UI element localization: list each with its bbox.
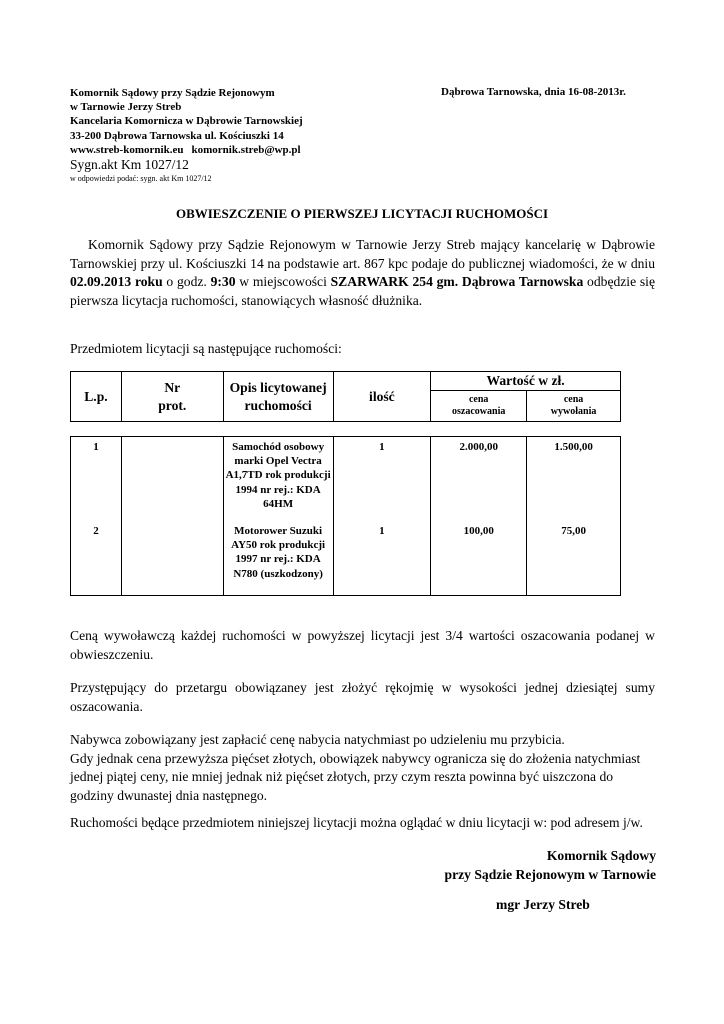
row1-cena-oszacowania: 2.000,00 [459, 441, 498, 453]
payment-line-1: Nabywca zobowiązany jest zapłacić cenę nabycia natychmiast po udzieleniu mu przybicia. [70, 732, 565, 747]
sender-line-1: Komornik Sądowy przy Sądzie Rejonowym [70, 87, 275, 99]
intro-text-1: Komornik Sądowy przy Sądzie Rejonowym w Tarnowie Jerzy Streb mający kancelarię w Dąbrowie Tarnowskiej przy ul. Kościuszki 14 na podstawie art. 867 kpc podaje do publicznej wiadomości, że w dniu [70, 237, 655, 271]
row2-opis-line2: AY50 rok produkcji [231, 539, 326, 552]
header-cena-oszacowania [431, 391, 527, 422]
row2-opis-line3: 1997 nr rej.: KDA [235, 553, 321, 566]
website-link[interactable]: www.streb-komornik.eu [70, 143, 184, 156]
col-cena-wywolania [527, 437, 621, 596]
items-table-body [70, 436, 621, 596]
document-date: Dąbrowa Tarnowska, dnia 16-08-2013r. [441, 86, 626, 98]
intro-text-3: w miejscowości [235, 274, 331, 289]
email-link[interactable]: komornik.streb@wp.pl [191, 143, 301, 156]
row1-opis-line2: marki Opel Vectra [234, 455, 322, 468]
header-nr [121, 372, 223, 422]
col-opis [223, 437, 333, 596]
header-cena-osz-line1: cena [468, 394, 489, 406]
auction-date: 02.09.2013 roku [70, 274, 163, 289]
sender-address: 33-200 Dąbrowa Tarnowska ul. Kościuszki 14 [70, 129, 284, 142]
starting-price-paragraph: Ceną wywoławczą każdej ruchomości w powyższej licytacji jest 3/4 wartości oszacowania podanej w obwieszczeniu. [70, 628, 655, 662]
row1-ilosc: 1 [379, 441, 385, 453]
intro-paragraph [70, 236, 655, 310]
intro-text-4: odbędzie się pierwsza licytacja ruchomości, stanowiących własność dłużnika. [70, 274, 655, 308]
header-cena-osz-line2: oszacowania [452, 406, 506, 418]
header-nr-line2: prot. [158, 397, 187, 413]
sender-line-2: w Tarnowie Jerzy Streb [70, 101, 182, 114]
col-nr [121, 437, 223, 596]
col-lp [71, 437, 122, 596]
inspection-paragraph: Ruchomości będące przedmiotem niniejszej licytacji można oglądać w dniu licytacji w: pod adresem j/w. [70, 815, 643, 830]
case-reference: Sygn.akt Km 1027/12 [70, 157, 189, 172]
sender-header [70, 86, 303, 157]
col-ilosc [333, 437, 431, 596]
items-table-header [70, 371, 621, 422]
sender-contact [70, 143, 303, 157]
row1-cena-wywolania: 1.500,00 [554, 441, 593, 453]
signature-title: Komornik Sądowy [546, 848, 656, 863]
row2-opis [224, 524, 333, 581]
header-lp: L.p. [71, 372, 122, 422]
header-cena-wyw-line2: wywołania [550, 406, 597, 418]
header-cena-wyw-line1: cena [563, 394, 584, 406]
subject-line: Przedmiotem licytacji są następujące ruchomości: [70, 341, 342, 356]
sender-line-3: Kancelaria Komornicza w Dąbrowie Tarnowskiej [70, 115, 303, 128]
header-ilosc: ilość [333, 372, 431, 422]
row1-opis-line5: 64HM [263, 497, 294, 510]
header-opis-line2: ruchomości [244, 397, 312, 413]
row2-cena-oszacowania: 100,00 [463, 525, 494, 537]
row2-cena-wywolania: 75,00 [561, 525, 586, 537]
header-cena-wywolania [527, 391, 621, 422]
header-wartosc: Wartość w zł. [431, 372, 621, 391]
row2-opis-line1: Motorower Suzuki [234, 525, 323, 537]
row2-opis-line4: N780 (uszkodzony) [233, 567, 323, 580]
row1-opis [224, 440, 333, 511]
header-opis [223, 372, 333, 422]
row1-opis-line4: 1994 nr rej.: KDA [235, 483, 321, 496]
reply-note: w odpowiedzi podać: sygn. akt Km 1027/12 [70, 174, 212, 183]
intro-text-2: o godz. [162, 274, 211, 289]
row1-opis-line3: A1,7TD rok produkcji [225, 469, 331, 482]
signature-name: mgr Jerzy Streb [496, 897, 590, 912]
col-cena-oszacowania [431, 437, 527, 596]
row1-opis-line1: Samochód osobowy [232, 441, 325, 453]
row2-lp: 2 [93, 525, 99, 537]
header-nr-line1: Nr [164, 379, 181, 395]
document-title: OBWIESZCZENIE O PIERWSZEJ LICYTACJI RUCHOMOŚCI [175, 206, 549, 221]
signature-block [445, 847, 656, 884]
payment-line-2: Gdy jednak cena przewyższa pięćset złotych, obowiązek nabywcy ogranicza się do złożenia natychmiast jednej piątej ceny, nie mniej jednak niż pięćset złotych, przy czym reszta powinna być uiszczona do godziny dwunastej dnia następnego. [70, 750, 641, 803]
deposit-paragraph: Przystępujący do przetargu obowiązaney jest złożyć rękojmię w wysokości jednej dziesiątej sumy oszacowania. [70, 680, 655, 714]
row1-lp: 1 [93, 441, 99, 453]
header-opis-line1: Opis licytowanej [229, 379, 327, 395]
auction-place: SZARWARK 254 gm. Dąbrowa Tarnowska [330, 274, 584, 289]
payment-paragraph [70, 731, 655, 805]
row2-ilosc: 1 [379, 525, 385, 537]
signature-court: przy Sądzie Rejonowym w Tarnowie [444, 866, 656, 882]
auction-time: 9:30 [210, 274, 236, 289]
